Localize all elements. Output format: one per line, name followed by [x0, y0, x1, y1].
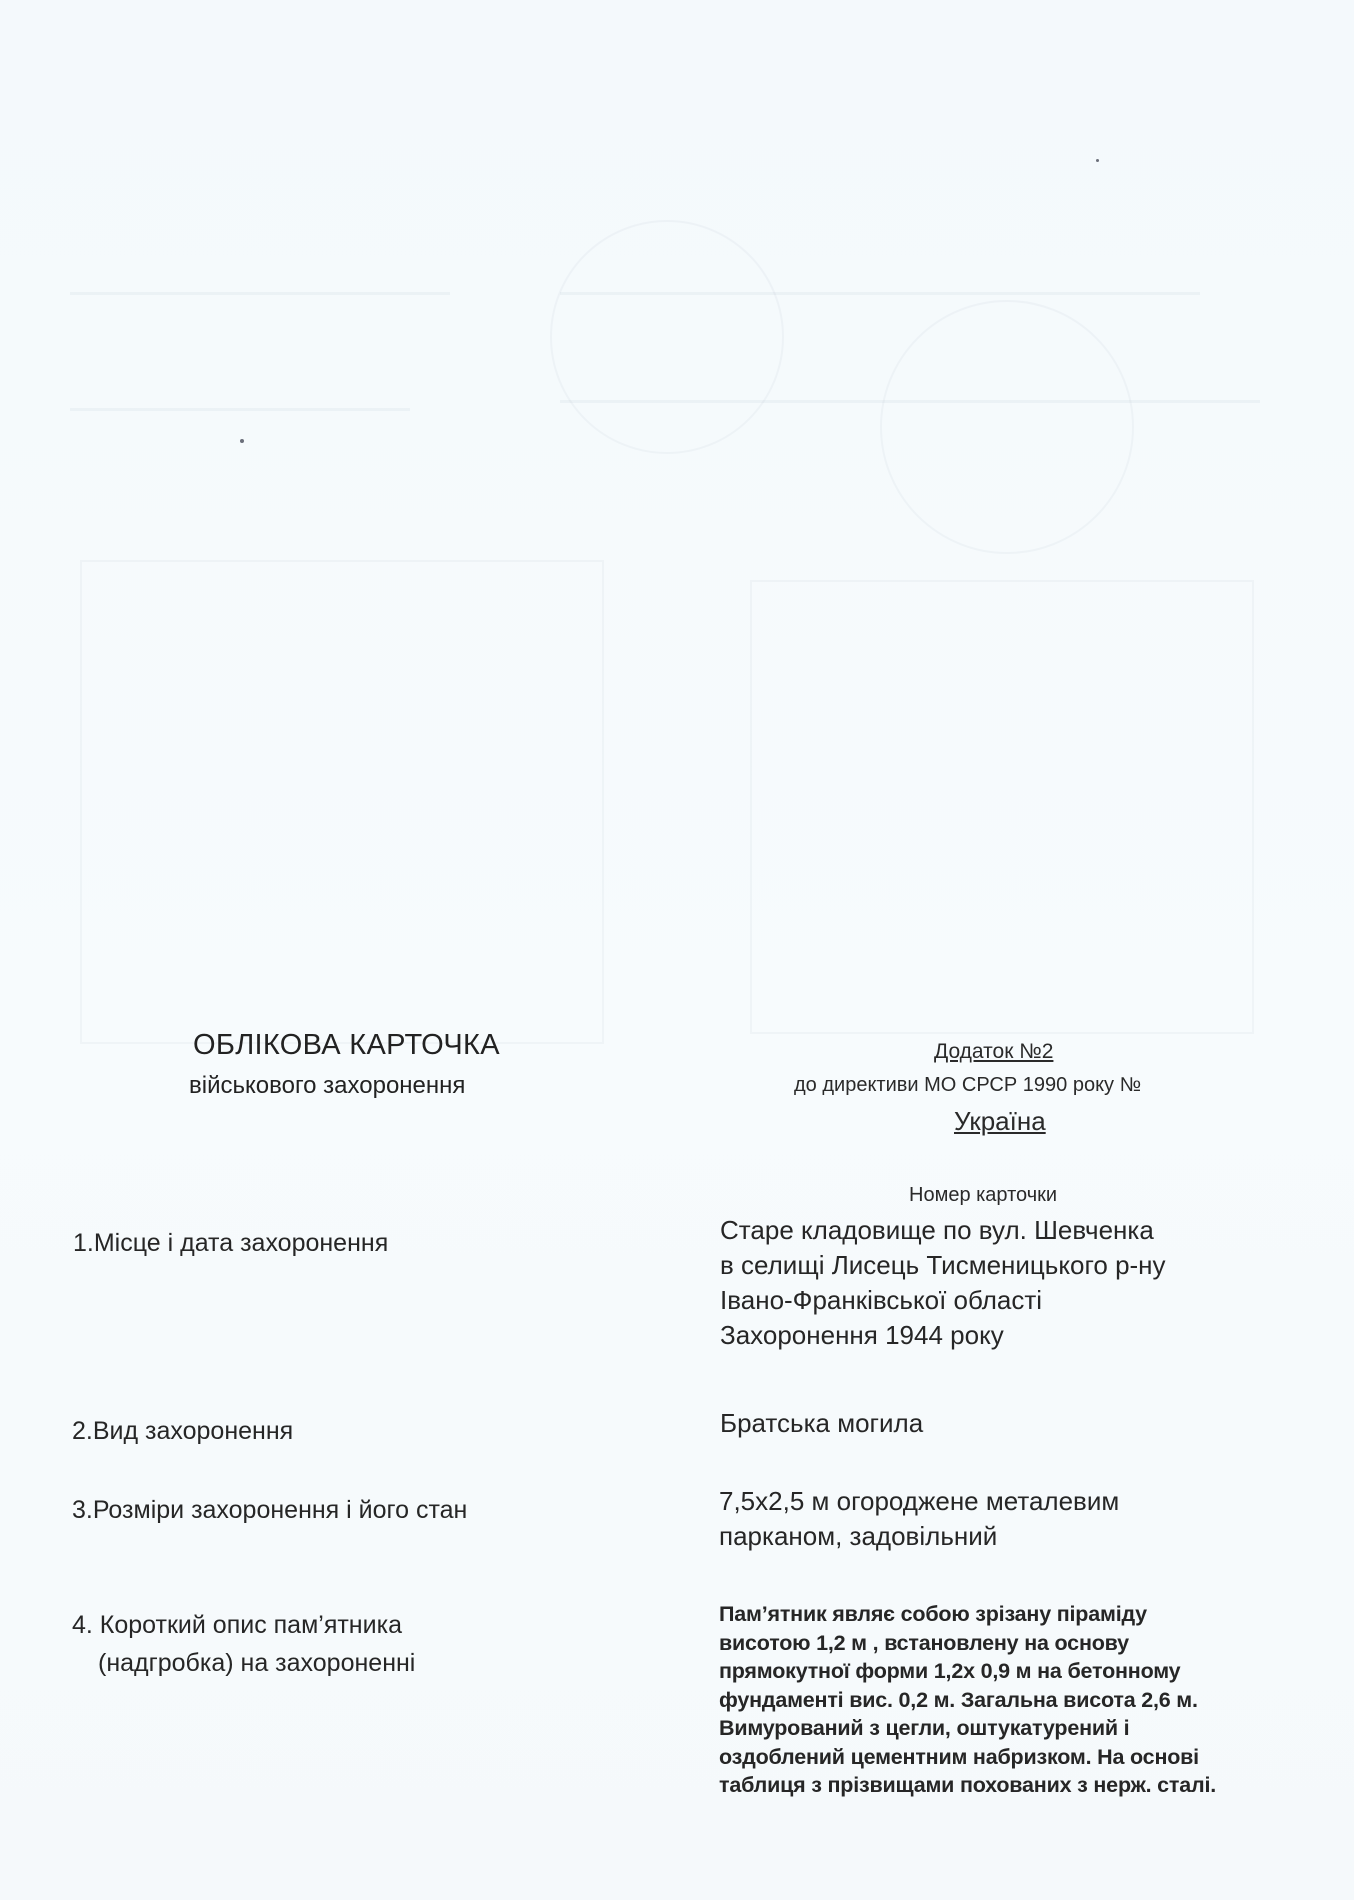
field-description-line: Пам’ятник являє собою зрізану піраміду [719, 1602, 1147, 1626]
field-description-line: фундаменті вис. 0,2 м. Загальна висота 2,6 м. [719, 1687, 1198, 1712]
card-number-label: Номер карточки [909, 1184, 1058, 1206]
bleed-through-photo-frame [750, 580, 1254, 1034]
field-description-line: таблиця з прізвищами похованих з нерж. сталі. [719, 1773, 1217, 1797]
bleed-through-stamp [880, 300, 1134, 554]
field-size-value [719, 1484, 1119, 1554]
card-title: ОБЛІКОВА КАРТОЧКА [193, 1029, 500, 1061]
field-place-label: 1.Місце і дата захоронення [73, 1229, 389, 1257]
scan-speck [1096, 159, 1099, 162]
field-description-line: Вимурований з цегли, оштукатурений і [719, 1716, 1130, 1740]
field-place-line: Старе кладовище по вул. Шевченка [720, 1215, 1154, 1245]
field-description-label-line: 4. Короткий опис пам’ятника [72, 1611, 402, 1639]
field-description-line: прямокутної форми 1,2х 0,9 м на бетонному [719, 1659, 1181, 1683]
appendix-label: Додаток №2 [934, 1040, 1054, 1063]
field-description-line: оздоблений цементним набризком. На основі [719, 1744, 1199, 1769]
field-place-line: в селищі Лисець Тисменицького р-ну [720, 1250, 1166, 1280]
directive-reference: до директиви МО СРСР 1990 року № [794, 1074, 1142, 1096]
bleed-through-line [70, 292, 450, 295]
field-description-label [72, 1606, 415, 1682]
field-place-line: Захоронення 1944 року [720, 1320, 1004, 1350]
country-name: Україна [954, 1106, 1046, 1136]
field-size-line: 7,5х2,5 м огороджене металевим [719, 1486, 1120, 1516]
field-size-label: 3.Розміри захоронення і його стан [72, 1496, 468, 1524]
field-description-line: висотою 1,2 м , встановлену на основу [719, 1630, 1129, 1655]
field-description-label-line: (надгробка) на захороненні [98, 1649, 416, 1677]
card-subtitle: військового захоронення [189, 1072, 466, 1099]
scan-speck [240, 439, 244, 443]
field-size-line: парканом, задовільний [719, 1521, 998, 1551]
field-kind-label: 2.Вид захоронення [72, 1417, 294, 1445]
bleed-through-line [70, 408, 410, 411]
field-place-value [720, 1213, 1166, 1353]
field-description-value [719, 1600, 1216, 1800]
bleed-through-stamp [550, 220, 784, 454]
field-place-line: Івано-Франківської області [720, 1285, 1043, 1315]
field-kind-value: Братська могила [720, 1408, 924, 1438]
bleed-through-photo-frame [80, 560, 604, 1044]
